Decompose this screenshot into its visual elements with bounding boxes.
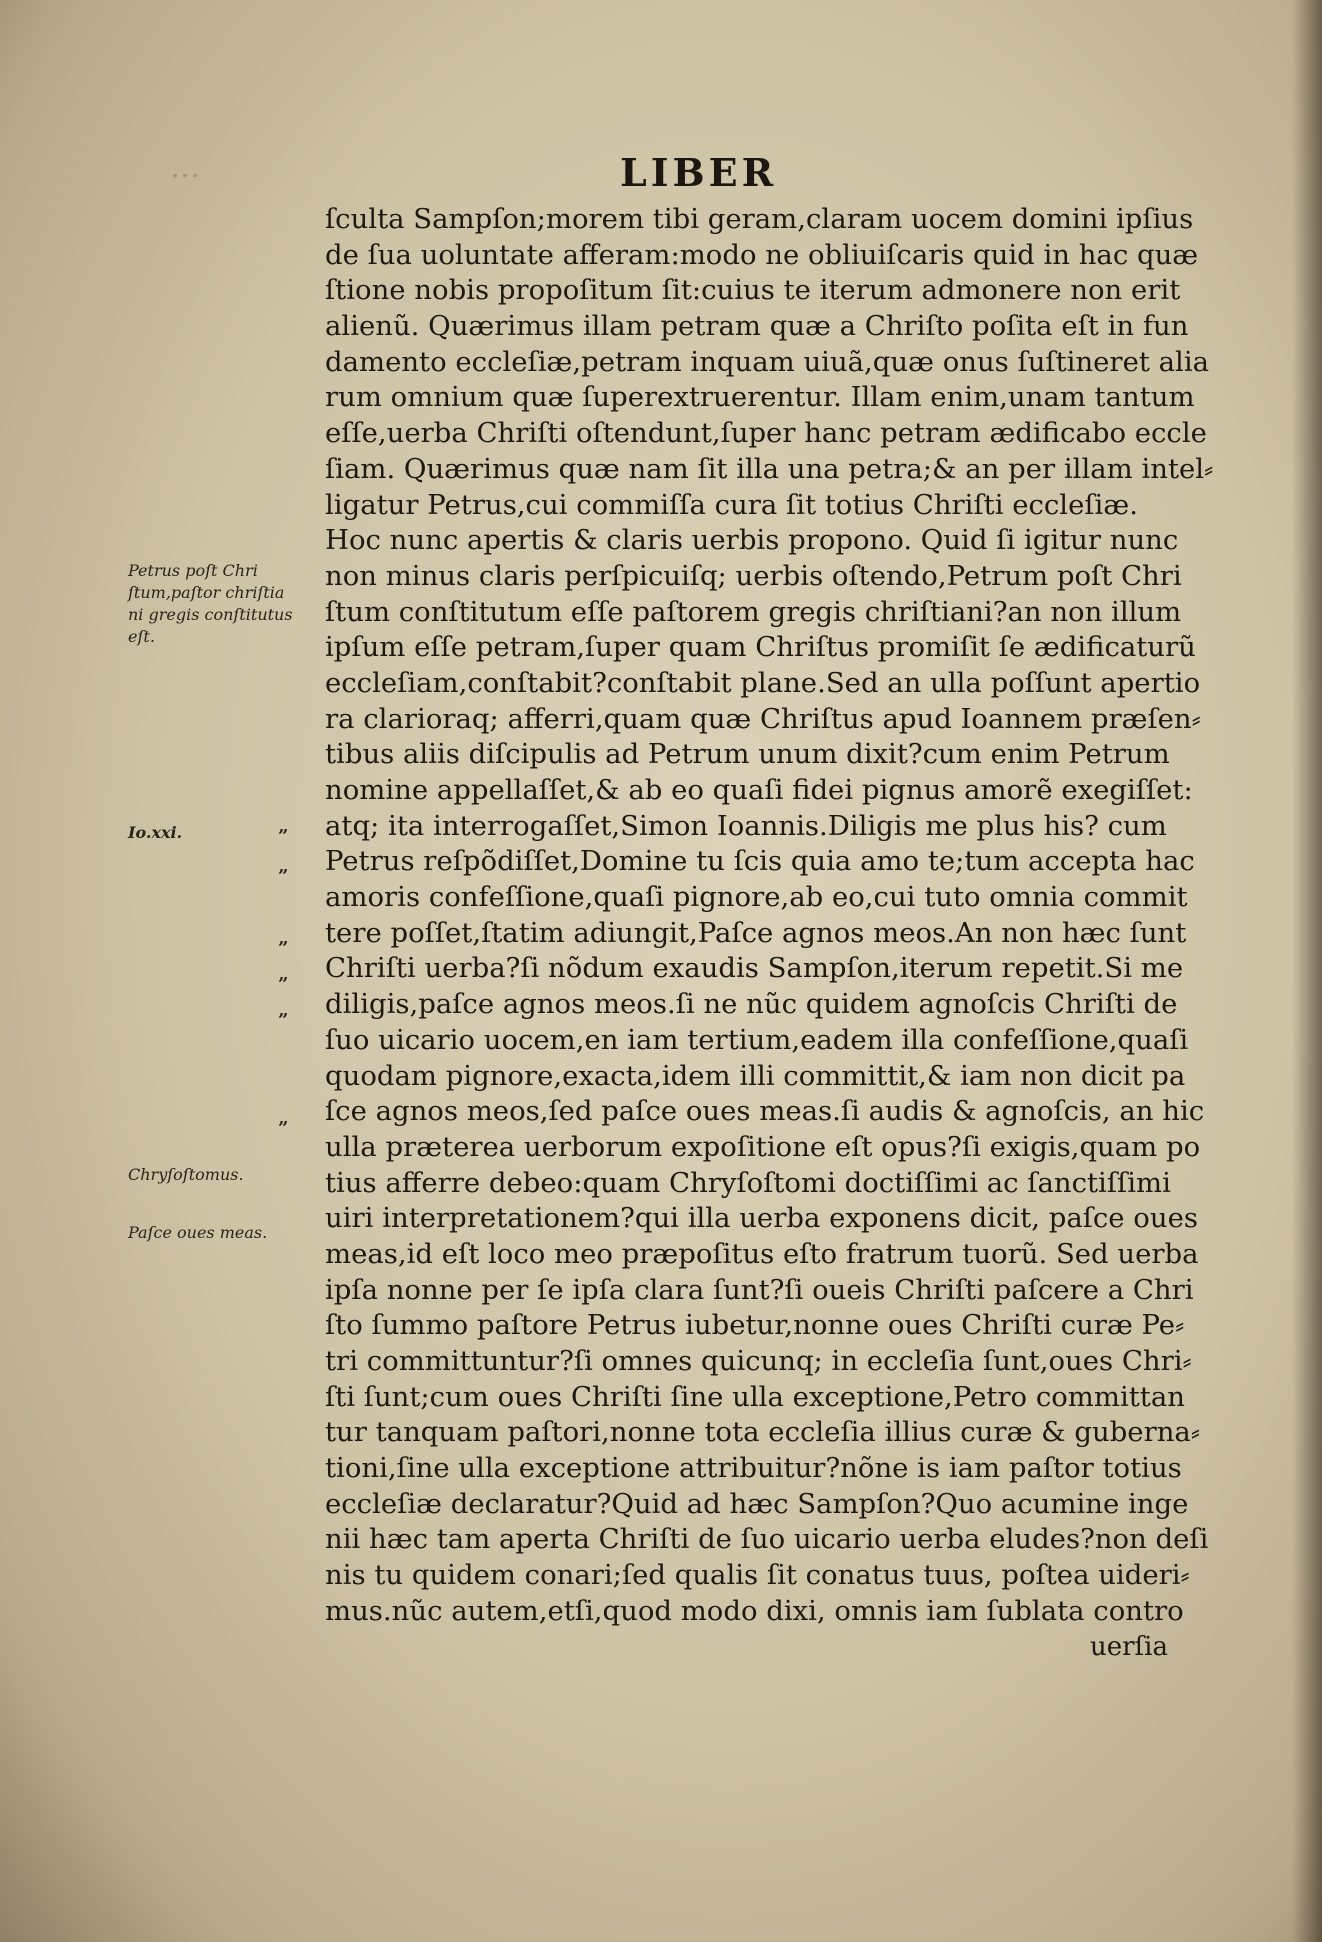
text-line: quodam pignore,exacta,idem illi committit,& iam non dicit pa [325, 1059, 1186, 1092]
margin-note-line: ſtum,paſtor chriſtia [128, 583, 285, 602]
quotation-mark: ” [278, 866, 289, 887]
margin-note-line: eſt. [128, 627, 155, 646]
text-line: non minus claris perſpicuiſq; uerbis oſtendo,Petrum poſt Chri [325, 559, 1182, 592]
text-line: ſiam. Quærimus quæ nam ſit illa una petra;& an per illam intel⸗ [325, 452, 1214, 485]
text-line: tius afferre debeo:quam Chryſoſtomi doctiſſimi ac ſanctiſſimi [325, 1166, 1171, 1199]
text-line: nis tu quidem conari;ſed qualis ſit conatus tuus, poſtea uideri⸗ [325, 1559, 1190, 1592]
text-line: tere poſſet,ſtatim adiungit,Paſce agnos meos.An non hæc ſunt [325, 916, 1187, 949]
text-line: meas,id eſt loco meo præpoſitus eſto fratrum tuorũ. Sed uerba [325, 1237, 1199, 1270]
text-line: amoris confeſſione,quaſi pignore,ab eo,cui tuto omnia commit [325, 881, 1188, 914]
text-line: ſuo uicario uocem,en iam tertium,eadem illa confeſſione,quaſi [325, 1023, 1189, 1056]
text-line: nii hæc tam aperta Chriſti de ſuo uicario uerba eludes?non deſi [325, 1523, 1209, 1556]
page-edge-shadow [1292, 0, 1322, 1942]
quotation-mark: ” [278, 1010, 289, 1031]
text-line: damento eccleſiæ,petram inquam uiuã,quæ onus ſuſtineret alia [325, 345, 1210, 378]
quotation-mark: ” [278, 826, 289, 847]
text-line: tioni,ſine ulla exceptione attribuitur?nõne is iam paſtor totius [325, 1452, 1182, 1485]
text-line: ſtum conſtitutum eſſe paſtorem gregis chriſtiani?an non illum [325, 595, 1182, 628]
text-line: alienũ. Quærimus illam petram quæ a Chriſto poſita eſt in fun [325, 310, 1189, 343]
text-line: tur tanquam paſtori,nonne tota eccleſia illius curæ & guberna⸗ [325, 1416, 1200, 1449]
bleed-through-mark: … [170, 150, 200, 185]
margin-note-petrus [128, 560, 293, 648]
text-line: atq; ita interrogaſſet,Simon Ioannis.Diligis me plus his? cum [325, 809, 1167, 842]
quotation-mark: ” [278, 974, 289, 995]
catchword: uerſia [1090, 1632, 1168, 1662]
margin-note-line: ni gregis conſtitutus [128, 605, 293, 624]
text-line: de ſua uoluntate afferam:modo ne obliuiſcaris quid in hac quæ [325, 238, 1199, 271]
text-line: Chriſti uerba?ſi nõdum exaudis Sampſon,iterum repetit.Si me [325, 952, 1184, 985]
margin-note-chrysostomus: Chryſoſtomus. [128, 1165, 244, 1184]
running-head: LIBER [620, 150, 778, 195]
text-line: eſſe,uerba Chriſti oſtendunt,ſuper hanc petram ædificabo eccle [325, 417, 1207, 450]
text-line: ſtione nobis propoſitum ſit:cuius te iterum admonere non erit [325, 274, 1181, 307]
text-line: tri committuntur?ſi omnes quicunq; in eccleſia ſunt,oues Chri⸗ [325, 1345, 1192, 1377]
text-line: tibus aliis diſcipulis ad Petrum unum dixit?cum enim Petrum [325, 738, 1170, 771]
quotation-mark: ” [278, 938, 289, 959]
margin-note-ioannes: Io.xxi. [128, 823, 183, 842]
text-line: eccleſiam,conſtabit?conſtabit plane.Sed an ulla poſſunt apertio [325, 666, 1201, 699]
margin-note-line: Petrus poſt Chri [128, 561, 258, 580]
quotation-mark: ” [278, 1118, 289, 1139]
text-line: ſti ſunt;cum oues Chriſti ſine ulla exceptione,Petro committan [325, 1380, 1185, 1413]
text-line: rum omnium quæ ſuperextruerentur. Illam enim,unam tantum [325, 381, 1195, 414]
body-text [325, 202, 1235, 1630]
text-line: ligatur Petrus,cui commiſſa cura ſit totius Chriſti eccleſiæ. [325, 488, 1138, 521]
text-line: uiri interpretationem?qui illa uerba exponens dicit, paſce oues [325, 1202, 1198, 1235]
text-line: diligis,paſce agnos meos.ſi ne nũc quidem agnoſcis Chriſti de [325, 988, 1178, 1021]
text-line: mus.nũc autem,etſi,quod modo dixi, omnis iam ſublata contro [325, 1594, 1184, 1627]
text-line: ra clarioraq; afferri,quam quæ Chriſtus apud Ioannem præſen⸗ [325, 702, 1201, 735]
text-line: Hoc nunc apertis & claris uerbis propono. Quid ſi igitur nunc [325, 524, 1179, 557]
text-line: eccleſiæ declaratur?Quid ad hæc Sampſon?Quo acumine inge [325, 1487, 1189, 1520]
text-line: ſculta Sampſon;morem tibi geram,claram uocem domini ipſius [325, 203, 1194, 235]
text-line: ſce agnos meos,ſed paſce oues meas.ſi audis & agnoſcis, an hic [325, 1095, 1205, 1128]
text-line: ulla præterea uerborum expoſitione eſt opus?ſi exigis,quam po [325, 1130, 1201, 1163]
text-line: Petrus reſpõdiſſet,Domine tu ſcis quia amo te;tum accepta hac [325, 845, 1195, 878]
text-line: ipſa nonne per ſe ipſa clara ſunt?ſi oueis Chriſti paſcere a Chri [325, 1273, 1194, 1306]
text-line: ſto ſummo paſtore Petrus iubetur,nonne oues Chriſti curæ Pe⸗ [325, 1309, 1185, 1342]
margin-note-pasce: Paſce oues meas. [128, 1223, 268, 1242]
text-line: nomine appellaſſet,& ab eo quaſi fidei pignus amorẽ exegiſſet: [325, 774, 1193, 806]
text-line: ipſum eſſe petram,ſuper quam Chriſtus promiſit ſe ædificaturũ [325, 631, 1196, 664]
